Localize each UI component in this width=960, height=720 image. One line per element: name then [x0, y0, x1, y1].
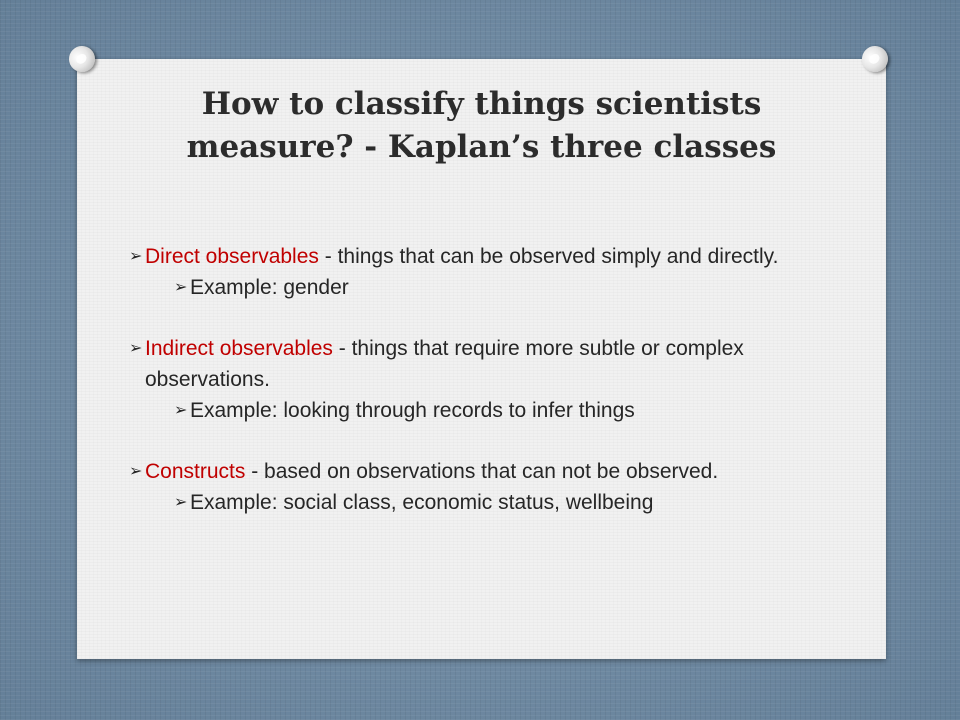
arrow-bullet-icon: ➢	[174, 279, 188, 296]
bullet-term: Direct observables	[145, 245, 319, 268]
example-item	[174, 487, 829, 518]
slide-title-line-2: measure? - Kaplan’s three classes	[186, 129, 777, 165]
bullet-text: - based on observations that can not be observed.	[245, 460, 719, 483]
bullet-group-constructs	[129, 456, 829, 518]
slide-title-line-1: How to classify things scientists	[201, 86, 762, 122]
bullet-list	[129, 241, 829, 548]
arrow-bullet-icon: ➢	[174, 402, 188, 419]
example-text: Example: social class, economic status, wellbeing	[190, 491, 654, 514]
arrow-bullet-icon: ➢	[129, 248, 143, 265]
bullet-term: Constructs	[145, 460, 246, 483]
example-text: Example: gender	[190, 276, 349, 299]
bullet-item	[129, 333, 829, 395]
arrow-bullet-icon: ➢	[129, 340, 143, 357]
arrow-bullet-icon: ➢	[174, 494, 188, 511]
bullet-term: Indirect observables	[145, 337, 333, 360]
example-item	[174, 272, 829, 303]
bullet-item	[129, 241, 829, 272]
example-item	[174, 395, 829, 426]
bullet-group-indirect	[129, 333, 829, 426]
example-text: Example: looking through records to infer things	[190, 399, 635, 422]
bullet-text: - things that can be observed simply and directly.	[318, 245, 779, 268]
bullet-group-direct	[129, 241, 829, 303]
bullet-text: - things that require more subtle or complex observations.	[145, 337, 744, 391]
arrow-bullet-icon: ➢	[129, 463, 143, 480]
slide-title	[77, 83, 886, 169]
bullet-item	[129, 456, 829, 487]
